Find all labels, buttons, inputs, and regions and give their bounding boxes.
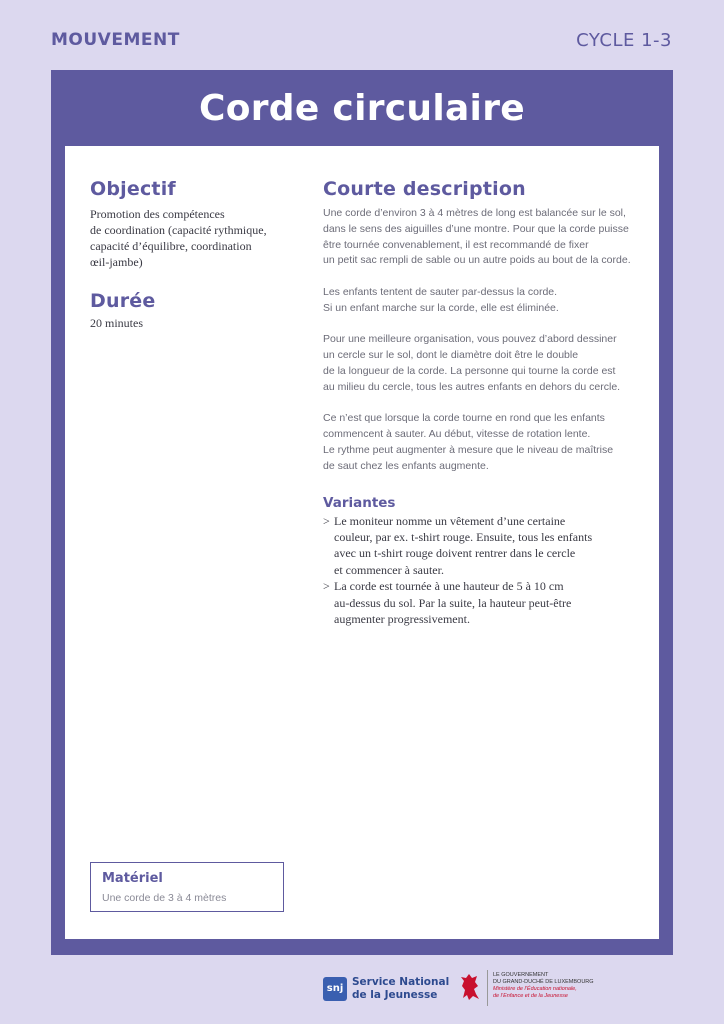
objectif-line: œil-jambe): [90, 255, 143, 269]
variant-line: Le moniteur nomme un vêtement d’une certaine: [334, 513, 566, 528]
variant-line: La corde est tournée à une hauteur de 5 à 10 cm: [334, 579, 564, 594]
gov-line: DU GRAND-DUCHÉ DE LUXEMBOURG: [493, 979, 594, 985]
variant-line: couleur, par ex. t-shirt rouge. Ensuite, tous les enfants: [334, 529, 593, 544]
snj-line: de la Jeunesse: [352, 988, 438, 1001]
variant-text: [334, 578, 571, 627]
variant-item: [323, 513, 641, 579]
variant-line: avec un t-shirt rouge doivent rentrer dans le cercle: [334, 546, 576, 561]
category-label: MOUVEMENT: [51, 30, 180, 50]
objectif-line: capacité d’équilibre, coordination: [90, 239, 252, 253]
description-text: [323, 206, 641, 475]
chevron-right-icon: >: [323, 579, 330, 594]
objectif-text: [90, 206, 295, 270]
description-line: commencent à sauter. Au début, vitesse de rotation lente.: [323, 428, 591, 441]
lion-crest-icon: [457, 972, 483, 1002]
description-line: au milieu du cercle, tous les autres enfants en dehors du cercle.: [323, 380, 621, 393]
description-line: Ce n’est que lorsque la corde tourne en rond que les enfants: [323, 412, 605, 425]
description-paragraph: [323, 332, 641, 395]
description-line: Pour une meilleure organisation, vous pouvez d’abord dessiner: [323, 333, 617, 346]
duree-value: 20 minutes: [90, 316, 143, 330]
description-line: de saut chez les enfants augmente.: [323, 459, 489, 472]
description-line: Le rythme peut augmenter à mesure que le niveau de maîtrise: [323, 443, 614, 456]
left-column: [90, 178, 295, 331]
variant-text: [334, 513, 592, 579]
description-heading: Courte description: [323, 178, 526, 200]
description-line: un cercle sur le sol, dont le diamètre doit être le double: [323, 349, 579, 362]
footer-logos: [0, 970, 724, 1010]
variant-line: augmenter progressivement.: [334, 611, 470, 626]
gov-line: LE GOUVERNEMENT: [493, 972, 549, 978]
description-line: Si un enfant marche sur la corde, elle est éliminée.: [323, 301, 559, 314]
description-paragraph: [323, 285, 641, 317]
snj-line: Service National: [352, 976, 450, 988]
objectif-line: Promotion des compétences: [90, 207, 225, 221]
page-title: Corde circulaire: [199, 88, 525, 129]
snj-logo-icon: snj: [323, 977, 347, 1001]
chevron-right-icon: >: [323, 513, 330, 528]
description-paragraph: [323, 411, 641, 474]
objectif-line: de coordination (capacité rythmique,: [90, 223, 267, 237]
gov-line: Ministère de l’Éducation nationale,: [493, 986, 577, 992]
variant-line: et commencer à sauter.: [334, 562, 444, 577]
variant-item: [323, 578, 641, 627]
snj-name: [352, 976, 449, 1001]
right-column: [323, 178, 641, 627]
duree-heading: Durée: [90, 290, 156, 312]
card-frame: [51, 70, 673, 955]
description-line: Une corde d’environ 3 à 4 mètres de long est balancée sur le sol,: [323, 207, 626, 219]
gov-line: de l’Enfance et de la Jeunesse: [493, 993, 568, 999]
description-paragraph: [323, 206, 641, 269]
description-line: être tournée convenablement, il est recommandé de fixer: [323, 238, 589, 251]
description-line: Les enfants tentent de sauter par-dessus la corde.: [323, 285, 558, 298]
variant-line: au-dessus du sol. Par la suite, la hauteur peut-être: [334, 595, 572, 610]
content-panel: [65, 146, 659, 939]
materiel-heading: Matériel: [102, 871, 163, 886]
description-line: dans le sens des aiguilles d’une montre. Pour que la corde puisse: [323, 222, 629, 235]
description-line: un petit sac rempli de sable ou un autre poids au bout de la corde.: [323, 254, 631, 267]
government-name: [493, 972, 594, 1000]
variantes-heading: Variantes: [323, 494, 396, 511]
description-line: de la longueur de la corde. La personne qui tourne la corde est: [323, 364, 616, 377]
cycle-label: CYCLE 1-3: [576, 30, 672, 51]
materiel-box: [90, 862, 284, 912]
footer-divider: [487, 970, 488, 1006]
objectif-heading: Objectif: [90, 178, 176, 200]
materiel-text: Une corde de 3 à 4 mètres: [102, 892, 227, 904]
